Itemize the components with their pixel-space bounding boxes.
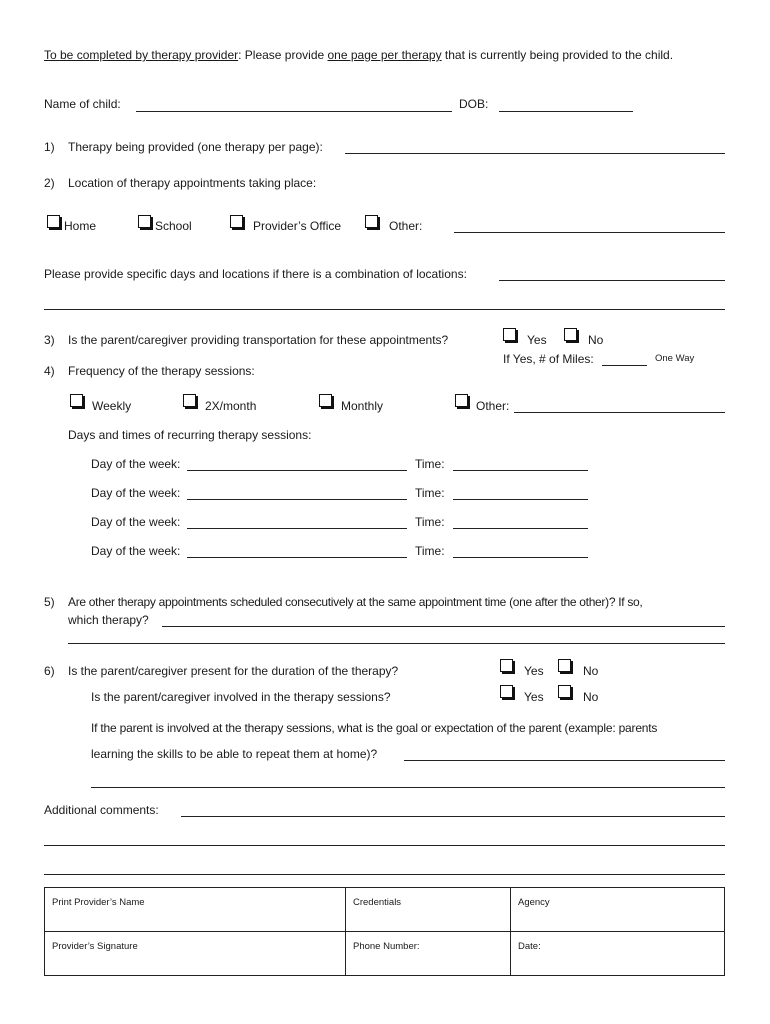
comments-label: Additional comments:	[44, 803, 159, 817]
goal-field-2[interactable]	[91, 787, 725, 788]
dob-label: DOB:	[459, 97, 489, 111]
provider-info-table	[44, 887, 725, 976]
day-of-week-label: Day of the week:	[91, 486, 181, 500]
monthly-checkbox[interactable]	[319, 394, 332, 407]
present-yes-checkbox[interactable]	[500, 659, 513, 672]
day-of-week-field[interactable]	[187, 499, 407, 500]
consecutive-therapy-field[interactable]	[162, 626, 725, 627]
day-of-week-field[interactable]	[187, 470, 407, 471]
date-cell[interactable]	[511, 932, 725, 976]
intro-text-4: that is currently being provided to the child.	[441, 48, 674, 62]
q3-text: Is the parent/caregiver providing transportation for these appointments?	[68, 333, 449, 347]
transport-yes-label: Yes	[527, 333, 547, 347]
home-label: Home	[64, 219, 97, 233]
transport-yes-checkbox[interactable]	[503, 328, 516, 341]
school-checkbox[interactable]	[138, 215, 151, 228]
providers-office-checkbox[interactable]	[230, 215, 243, 228]
consecutive-therapy-field-2[interactable]	[68, 643, 725, 644]
location-other-label: Other:	[389, 219, 423, 233]
frequency-other-label: Other:	[476, 399, 510, 413]
comments-field-3[interactable]	[44, 874, 725, 875]
therapy-provided-field[interactable]	[345, 153, 725, 154]
provider-name-cell[interactable]	[45, 888, 346, 932]
day-of-week-label: Day of the week:	[91, 515, 181, 529]
q5-text: Are other therapy appointments scheduled consecutively at the same appointment time (one after the other)? If so,	[68, 595, 643, 609]
agency-cell[interactable]	[511, 888, 725, 932]
provider-name-label: Print Provider’s Name	[52, 897, 145, 908]
goal-text: If the parent is involved at the therapy sessions, what is the goal or expectation of the parent (example: parents	[91, 721, 658, 735]
school-label: School	[155, 219, 192, 233]
q1-text: Therapy being provided (one therapy per page):	[68, 140, 323, 154]
miles-field[interactable]	[602, 365, 647, 366]
agency-label: Agency	[518, 897, 550, 908]
q4-number: 4)	[44, 364, 55, 378]
credentials-label: Credentials	[353, 897, 402, 908]
one-way-label: One Way	[655, 353, 695, 364]
intro-text-2: : Please provide	[238, 48, 328, 62]
phone-label: Phone Number:	[353, 941, 420, 952]
time-field[interactable]	[453, 470, 588, 471]
time-field[interactable]	[453, 557, 588, 558]
goal-field[interactable]	[404, 760, 725, 761]
twice-monthly-label: 2X/month	[205, 399, 257, 413]
combination-field-2[interactable]	[44, 309, 725, 310]
time-label: Time:	[415, 486, 445, 500]
intro-underlined-1: To be completed by therapy provider	[44, 48, 239, 62]
miles-label: If Yes, # of Miles:	[503, 352, 594, 366]
signature-cell[interactable]	[45, 932, 346, 976]
child-name-field[interactable]	[136, 111, 452, 112]
weekly-label: Weekly	[92, 399, 132, 413]
phone-cell[interactable]	[346, 932, 511, 976]
time-label: Time:	[415, 457, 445, 471]
involved-no-label: No	[583, 690, 599, 704]
time-label: Time:	[415, 515, 445, 529]
combination-field[interactable]	[499, 280, 725, 281]
q5-number: 5)	[44, 595, 55, 609]
credentials-cell[interactable]	[346, 888, 511, 932]
q5-text-2: which therapy?	[68, 613, 149, 627]
day-of-week-label: Day of the week:	[91, 544, 181, 558]
home-checkbox[interactable]	[47, 215, 60, 228]
q6-number: 6)	[44, 664, 55, 678]
frequency-other-field[interactable]	[514, 412, 725, 413]
transport-no-checkbox[interactable]	[564, 328, 577, 341]
q3-number: 3)	[44, 333, 55, 347]
time-field[interactable]	[453, 499, 588, 500]
comments-field[interactable]	[181, 816, 725, 817]
dob-field[interactable]	[499, 111, 633, 112]
intro-underlined-2: one page per therapy	[327, 48, 442, 62]
frequency-other-checkbox[interactable]	[455, 394, 468, 407]
day-of-week-field[interactable]	[187, 528, 407, 529]
involved-no-checkbox[interactable]	[558, 685, 571, 698]
intro-text	[44, 48, 673, 62]
q2-number: 2)	[44, 176, 55, 190]
time-label: Time:	[415, 544, 445, 558]
location-other-checkbox[interactable]	[365, 215, 378, 228]
comments-field-2[interactable]	[44, 845, 725, 846]
time-field[interactable]	[453, 528, 588, 529]
date-label: Date:	[518, 941, 541, 952]
monthly-label: Monthly	[341, 399, 384, 413]
day-of-week-field[interactable]	[187, 557, 407, 558]
providers-office-label: Provider’s Office	[253, 219, 342, 233]
day-of-week-label: Day of the week:	[91, 457, 181, 471]
combination-text: Please provide specific days and locations if there is a combination of locations:	[44, 267, 467, 281]
q6-text: Is the parent/caregiver present for the duration of the therapy?	[68, 664, 399, 678]
location-other-field[interactable]	[454, 232, 725, 233]
twice-monthly-checkbox[interactable]	[183, 394, 196, 407]
transport-no-label: No	[588, 333, 604, 347]
goal-text-2: learning the skills to be able to repeat them at home)?	[91, 747, 378, 761]
q4-text: Frequency of the therapy sessions:	[68, 364, 255, 378]
present-no-label: No	[583, 664, 599, 678]
involved-yes-checkbox[interactable]	[500, 685, 513, 698]
child-name-label: Name of child:	[44, 97, 121, 111]
involved-yes-label: Yes	[524, 690, 544, 704]
signature-label: Provider’s Signature	[52, 941, 138, 952]
q2-text: Location of therapy appointments taking place:	[68, 176, 317, 190]
present-no-checkbox[interactable]	[558, 659, 571, 672]
days-times-label: Days and times of recurring therapy sessions:	[68, 428, 312, 442]
present-yes-label: Yes	[524, 664, 544, 678]
q1-number: 1)	[44, 140, 55, 154]
involved-text: Is the parent/caregiver involved in the therapy sessions?	[91, 690, 391, 704]
weekly-checkbox[interactable]	[70, 394, 83, 407]
